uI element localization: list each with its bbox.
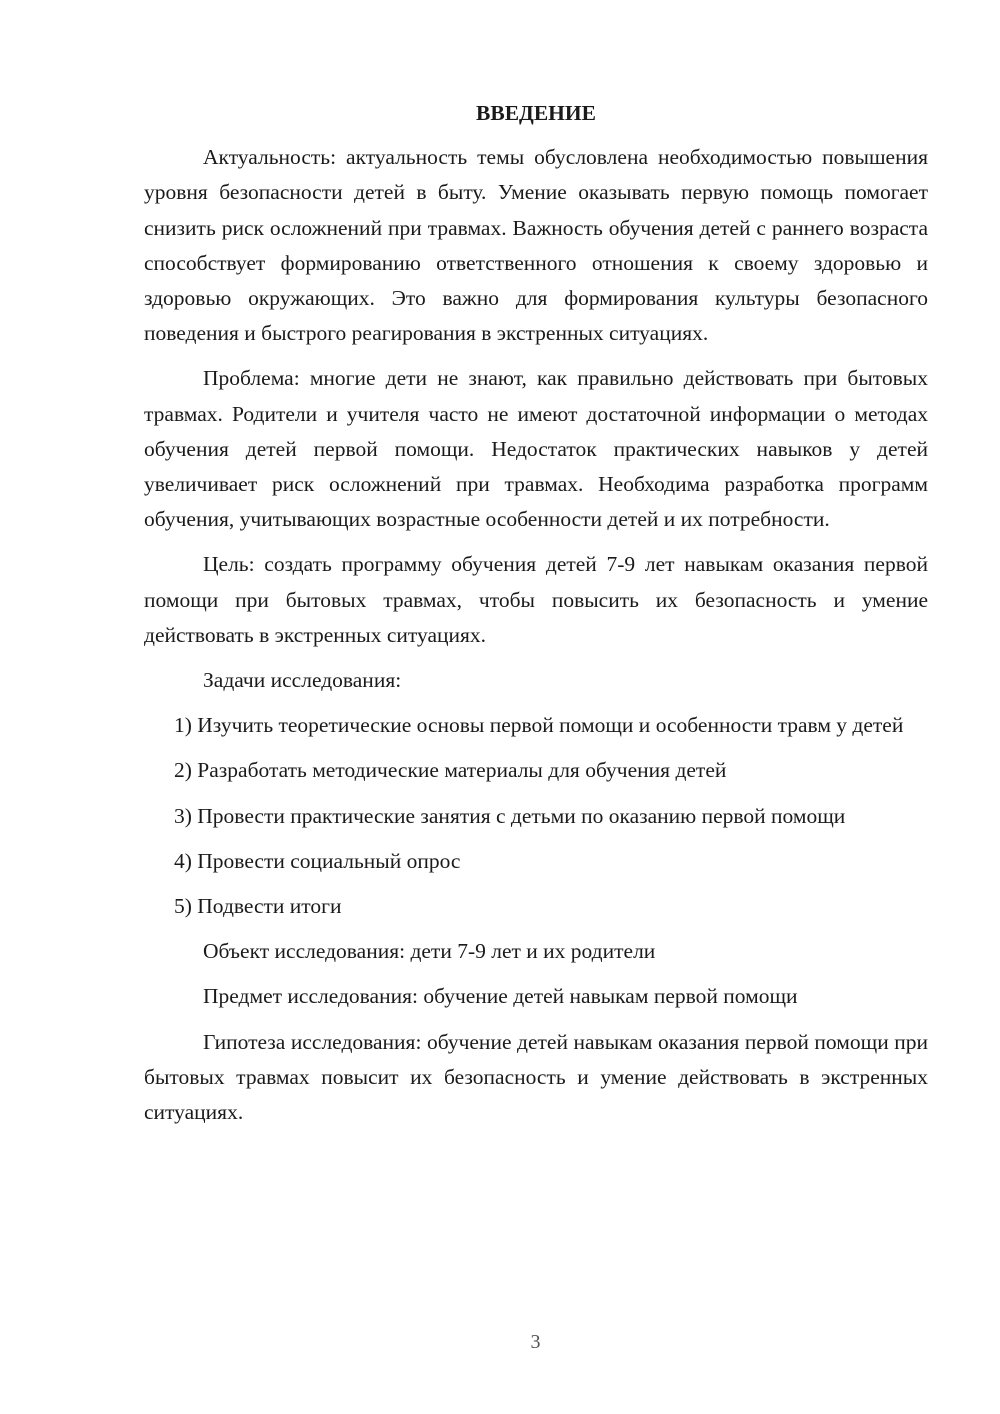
- paragraph-relevance: Актуальность: актуальность темы обусловлена необходимостью повышения уровня безопасности детей в быту. Умение оказывать первую помощь помогает снизить риск осложнений при травмах. Важность обучения детей с раннего возраста способствует формированию ответственного отношения к своему здоровью и здоровью окружающих. Это важно для формирования культуры безопасного поведения и быстрого реагирования в экстренных ситуациях.: [144, 145, 928, 346]
- task-item-1: 1) Изучить теоретические основы первой помощи и особенности травм у детей: [174, 713, 904, 738]
- document-page: [144, 96, 928, 1140]
- task-item-3: 3) Провести практические занятия с детьми по оказанию первой помощи: [174, 803, 846, 828]
- task-item-5: 5) Подвести итоги: [174, 894, 342, 919]
- research-hypothesis: Гипотеза исследования: обучение детей навыкам оказания первой помощи при бытовых травмах повысит их безопасность и умение действовать в экстренных ситуациях.: [144, 1029, 928, 1125]
- task-item-2: 2) Разработать методические материалы для обучения детей: [174, 758, 727, 783]
- paragraph-goal: Цель: создать программу обучения детей 7-9 лет навыкам оказания первой помощи при бытовых травмах, чтобы повысить их безопасность и умение действовать в экстренных ситуациях.: [144, 552, 928, 647]
- task-item-4: 4) Провести социальный опрос: [174, 848, 461, 873]
- paragraph-problem: Проблема: многие дети не знают, как правильно действовать при бытовых травмах. Родители и учителя часто не имеют достаточной информации о методах обучения детей первой помощи. Недостаток практических навыков у детей увеличивает риск осложнений при травмах. Необходима разработка программ обучения, учитывающих возрастные особенности детей и их потребности.: [144, 366, 928, 532]
- research-object: Объект исследования: дети 7-9 лет и их родители: [203, 939, 656, 964]
- research-subject: Предмет исследования: обучение детей навыкам первой помощи: [203, 984, 798, 1009]
- page-number: 3: [530, 1331, 541, 1353]
- tasks-heading: Задачи исследования:: [203, 668, 402, 693]
- page-title: ВВЕДЕНИЕ: [476, 101, 596, 125]
